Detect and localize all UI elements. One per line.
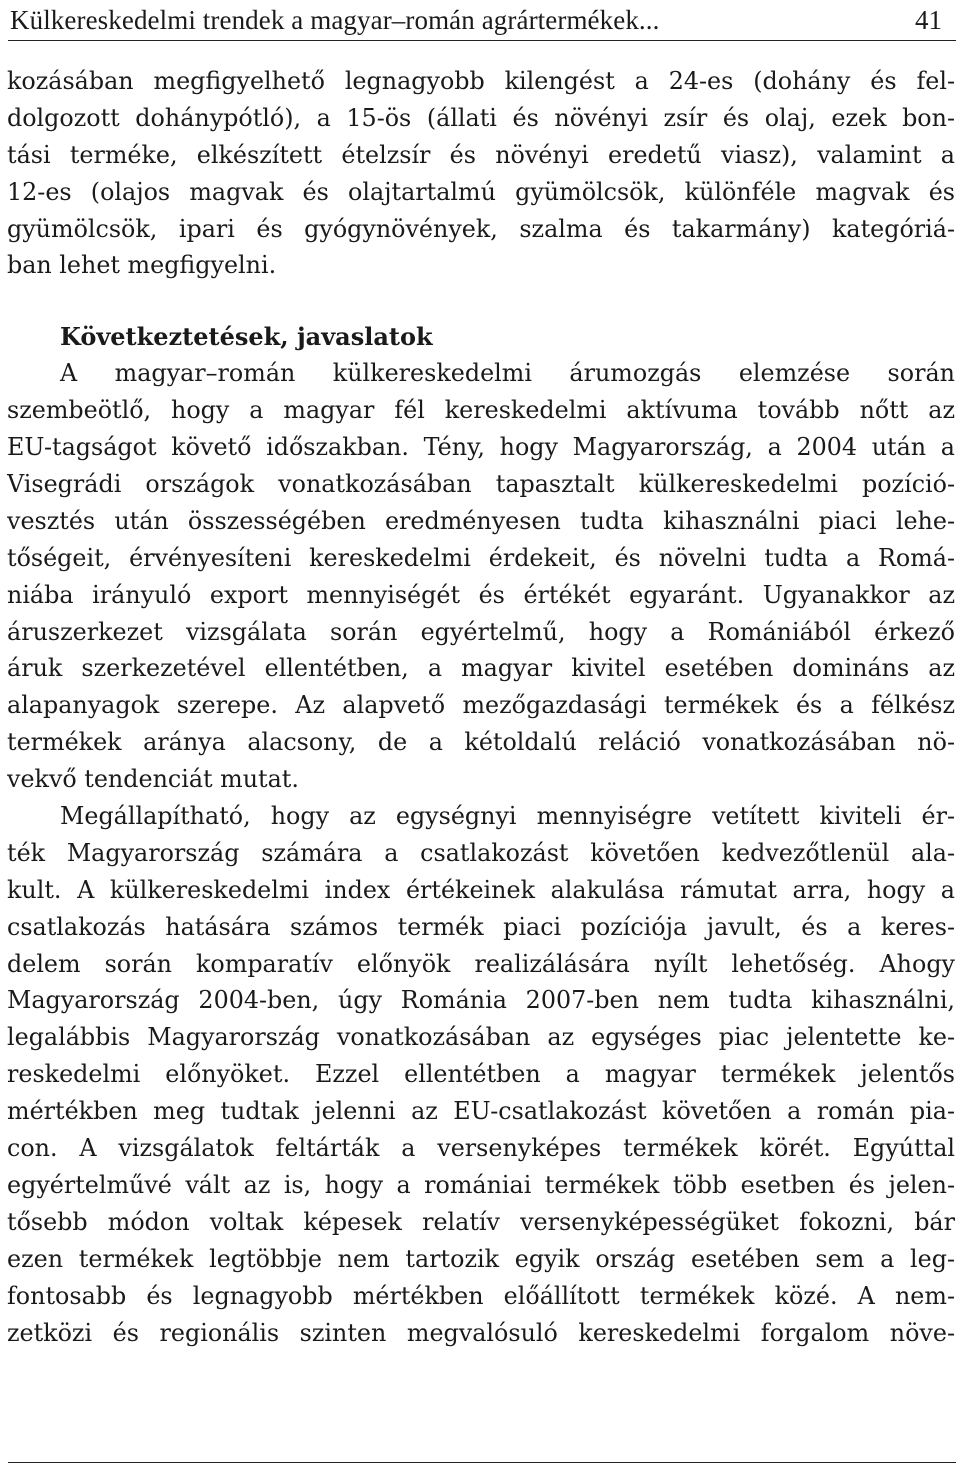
text-line: gyümölcsök, ipari és gyógynövények, szalma és takarmány) kategóriá- [7, 214, 955, 243]
paragraph [7, 355, 955, 798]
text-line: tősebb módon voltak képesek relatív versenyképességüket fokozni, bár [7, 1207, 955, 1236]
text-line: áruszerkezet vizsgálata során egyértelmű, hogy a Romániából érkező [7, 617, 955, 646]
text-line: vekvő tendenciát mutat. [7, 765, 299, 794]
section-spacer [7, 284, 955, 318]
running-header [8, 0, 956, 41]
bottom-rule [8, 1462, 956, 1463]
text-line: con. A vizsgálatok feltárták a versenyképes termékek körét. Egyúttal [7, 1134, 955, 1163]
text-line: ban lehet megfigyelni. [7, 251, 277, 280]
text-line: Visegrádi országok vonatkozásában tapasztalt külkereskedelmi pozíció- [7, 470, 955, 499]
text-line: termékek aránya alacsony, de a kétoldalú reláció vonatkozásában nö- [7, 728, 955, 757]
paragraph [7, 63, 955, 284]
page-number: 41 [915, 5, 942, 35]
text-line: 12-es (olajos magvak és olajtartalmú gyümölcsök, különféle magvak és [7, 177, 955, 206]
text-line: kozásában megfigyelhető legnagyobb kilengést a 24-es (dohány és fel- [7, 67, 955, 95]
text-line: delem során komparatív előnyök realizálására nyílt lehetőség. Ahogy [7, 949, 955, 978]
paragraph [7, 798, 955, 1351]
text-line: tőségeit, érvényesíteni kereskedelmi érdekeit, és növelni tudta a Romá- [7, 543, 955, 572]
text-line: ezen termékek legtöbbje nem tartozik egyik ország esetében sem a leg- [7, 1244, 955, 1273]
text-line: A magyar–román külkereskedelmi árumozgás elemzése során [60, 359, 955, 388]
body-text [7, 63, 955, 1351]
running-title: Külkereskedelmi trendek a magyar–román agrártermékek... [10, 5, 660, 35]
text-line: zetközi és regionális szinten megvalósuló kereskedelmi forgalom növe- [7, 1318, 955, 1347]
text-line: Magyarország 2004-ben, úgy Románia 2007-ben nem tudta kihasználni, [7, 986, 955, 1015]
text-line: EU-tagságot követő időszakban. Tény, hogy Magyarország, a 2004 után a [7, 433, 955, 462]
text-line: áruk szerkezetével ellentétben, a magyar kivitel esetében domináns az [7, 654, 955, 683]
text-line: niába irányuló export mennyiségét és értékét egyaránt. Ugyanakkor az [7, 580, 955, 609]
text-line: csatlakozás hatására számos termék piaci pozíciója javult, és a keres- [7, 912, 955, 941]
text-line: mértékben meg tudtak jelenni az EU-csatlakozást követően a román pia- [7, 1097, 955, 1126]
text-line: legalábbis Magyarország vonatkozásában az egységes piac jelentette ke- [7, 1023, 955, 1052]
text-line: dolgozott dohánypótló), a 15-ös (állati és növényi zsír és olaj, ezek bon- [7, 103, 955, 132]
text-line: kult. A külkereskedelmi index értékeinek alakulása rámutat arra, hogy a [7, 875, 955, 904]
text-line: egyértelművé vált az is, hogy a romániai termékek több esetben és jelen- [7, 1170, 955, 1199]
text-line: vesztés után összességében eredményesen tudta kihasználni piaci lehe- [7, 506, 955, 535]
text-line: tási terméke, elkészített ételzsír és növényi eredetű viasz), valamint a [7, 140, 955, 169]
text-line: fontosabb és legnagyobb mértékben előállított termékek közé. A nem- [7, 1281, 955, 1310]
text-line: reskedelmi előnyöket. Ezzel ellentétben a magyar termékek jelentős [7, 1060, 955, 1089]
text-line: ték Magyarország számára a csatlakozást követően kedvezőtlenül ala- [7, 838, 955, 867]
text-line: szembeötlő, hogy a magyar fél kereskedelmi aktívuma tovább nőtt az [7, 396, 955, 425]
text-line: alapanyagok szerepe. Az alapvető mezőgazdasági termékek és a félkész [7, 691, 955, 720]
section-heading: Következtetések, javaslatok [60, 322, 433, 352]
text-line: Megállapítható, hogy az egységnyi mennyiségre vetített kiviteli ér- [60, 802, 955, 831]
